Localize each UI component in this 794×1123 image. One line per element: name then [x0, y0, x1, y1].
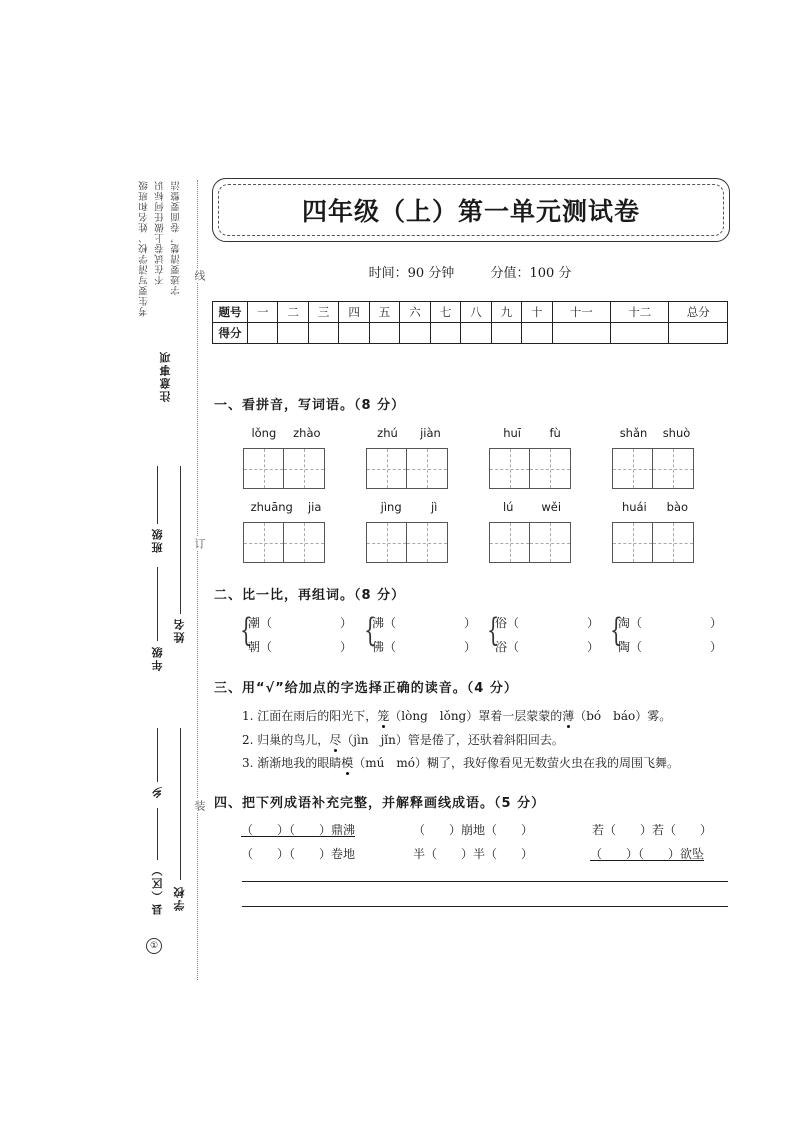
- section-2-title: 二、比一比，再组词。（8 分）: [214, 588, 406, 603]
- column-header: 四: [339, 302, 369, 323]
- pinyin-group: [612, 426, 698, 489]
- score-cell[interactable]: [278, 323, 308, 344]
- writing-cell[interactable]: [612, 448, 653, 489]
- item-text[interactable]: （mú mó）糊了，我好像看见无数萤火虫在我的周围飞舞。: [353, 756, 679, 770]
- writing-cell[interactable]: [530, 522, 571, 563]
- column-header: 九: [491, 302, 521, 323]
- pinyin-syllable: wěi: [541, 500, 562, 514]
- dotted-char: 尽: [329, 733, 342, 747]
- compare-char: 俗（: [495, 616, 520, 630]
- writing-cell[interactable]: [530, 448, 571, 489]
- pinyin-syllable: huái: [621, 500, 647, 514]
- item-text[interactable]: （bó báo）雾。: [574, 709, 672, 723]
- grade-line[interactable]: [157, 567, 158, 641]
- exam-meta: [212, 262, 728, 281]
- idiom[interactable]: 若（ ）若（ ）: [592, 823, 713, 837]
- column-header: 十二: [611, 302, 669, 323]
- name-line[interactable]: [180, 466, 181, 614]
- column-header: 一: [248, 302, 278, 323]
- grade-label: 年级: [151, 645, 164, 671]
- column-header: 十: [522, 302, 552, 323]
- writing-cell[interactable]: [489, 522, 530, 563]
- compare-close: ）: [586, 616, 599, 630]
- notice-title: 注意事项: [159, 350, 172, 402]
- compare-close: ）: [709, 640, 722, 654]
- item-text: 3. 渐渐地我的眼睛: [242, 756, 342, 770]
- writing-cell[interactable]: [243, 522, 284, 563]
- pinyin-group: [243, 500, 329, 563]
- idiom-underlined[interactable]: （ ）（ ）鼎沸: [241, 823, 356, 837]
- exam-time: 时间：90 分钟: [368, 266, 455, 281]
- compare-char: 潮（: [248, 616, 273, 630]
- title-box: [212, 178, 730, 242]
- item-text[interactable]: （lòng lǒng）罩着一层蒙蒙的: [389, 709, 563, 723]
- pronunciation-item-3: [242, 754, 679, 771]
- writing-cell[interactable]: [489, 448, 530, 489]
- pinyin-syllable: jì: [430, 500, 438, 514]
- pinyin-syllable: fù: [549, 426, 561, 440]
- cut-line: [197, 180, 198, 980]
- compare-pair: [487, 611, 602, 654]
- compare-char: 陶（: [618, 640, 643, 654]
- pinyin-group: [243, 426, 329, 489]
- section-3-title: 三、用“√”给加点的字选择正确的读音。（4 分）: [214, 681, 518, 696]
- column-header: 十一: [552, 302, 610, 323]
- score-cell[interactable]: [339, 323, 369, 344]
- pinyin-group: [366, 500, 452, 563]
- answer-line[interactable]: [242, 881, 728, 882]
- pinyin-syllable: zhú: [377, 426, 398, 440]
- dotted-char: 笼: [377, 709, 390, 723]
- column-header: 五: [369, 302, 399, 323]
- writing-cell[interactable]: [284, 448, 325, 489]
- score-table: [212, 301, 728, 344]
- cut-word-pack: 装: [193, 800, 206, 811]
- pinyin-syllable: bào: [666, 500, 689, 514]
- score-cell[interactable]: [308, 323, 338, 344]
- pinyin-syllable: zhuāng: [250, 500, 293, 514]
- writing-cell[interactable]: [407, 522, 448, 563]
- score-cell[interactable]: [400, 323, 430, 344]
- pinyin-syllable: huī: [503, 426, 521, 440]
- score-cell[interactable]: [522, 323, 552, 344]
- writing-cell[interactable]: [284, 522, 325, 563]
- column-header: 三: [308, 302, 338, 323]
- column-header: 二: [278, 302, 308, 323]
- pinyin-group: [489, 426, 575, 489]
- title-inner-frame: [218, 184, 724, 236]
- notice-line-3: 字迹要清楚，卷面要整洁: [171, 180, 182, 296]
- writing-cell[interactable]: [653, 448, 694, 489]
- pinyin-syllable: lú: [502, 500, 514, 514]
- idiom[interactable]: 半（ ）半（ ）: [413, 847, 534, 861]
- compare-pair: [240, 611, 355, 654]
- writing-cell[interactable]: [407, 448, 448, 489]
- idiom-underlined[interactable]: （ ）（ ）欲坠: [590, 847, 705, 861]
- score-cell[interactable]: [430, 323, 460, 344]
- compare-pair: [364, 611, 479, 654]
- score-cell[interactable]: [552, 323, 610, 344]
- item-text: 2. 归巢的鸟儿，: [242, 733, 330, 747]
- pinyin-syllable: zhào: [293, 426, 321, 440]
- compare-close: ）: [709, 616, 722, 630]
- pinyin-group: [612, 500, 698, 563]
- column-header-total: 总分: [669, 302, 728, 323]
- pronunciation-item-2: [242, 731, 564, 748]
- score-cell[interactable]: [248, 323, 278, 344]
- cut-word-bind: 订: [193, 538, 206, 549]
- answer-line[interactable]: [242, 906, 728, 907]
- section-1-title: 一、看拼音，写词语。（8 分）: [214, 398, 406, 413]
- school-label: 学校: [173, 885, 186, 911]
- question-number-label: 题号: [213, 302, 248, 323]
- score-cell[interactable]: [669, 323, 728, 344]
- brace-icon: {: [610, 611, 623, 649]
- score-cell[interactable]: [461, 323, 491, 344]
- score-label: 得分: [213, 323, 248, 344]
- compare-close: ）: [463, 616, 476, 630]
- brace-icon: {: [240, 611, 253, 649]
- cut-word-line: 线: [193, 270, 206, 281]
- dotted-char: 薄: [562, 709, 575, 723]
- pinyin-syllable: lǒng: [251, 426, 277, 440]
- name-label: 姓名: [173, 617, 186, 643]
- exam-score: 分值：100 分: [490, 266, 572, 281]
- item-text: 1. 江面在雨后的阳光下，: [242, 709, 378, 723]
- binding-strip: [0, 0, 210, 1123]
- pinyin-syllable: shuò: [662, 426, 691, 440]
- pinyin-group: [489, 500, 575, 563]
- column-header: 七: [430, 302, 460, 323]
- score-cell[interactable]: [369, 323, 399, 344]
- compare-char: 佛（: [372, 640, 397, 654]
- idiom[interactable]: （ ）（ ）卷地: [241, 847, 356, 861]
- pinyin-syllable: jiàn: [420, 426, 441, 440]
- school-line[interactable]: [180, 728, 181, 880]
- brace-icon: {: [487, 611, 500, 649]
- county-line[interactable]: [157, 808, 158, 860]
- compare-char: 淘（: [618, 616, 643, 630]
- page-title: 四年级（上）第一单元测试卷: [301, 197, 640, 226]
- column-header: 八: [461, 302, 491, 323]
- compare-close: ）: [463, 640, 476, 654]
- score-table-header-row: [213, 302, 728, 323]
- compare-char: 浴（: [495, 640, 520, 654]
- writing-cell[interactable]: [243, 448, 284, 489]
- township-label: 乡: [151, 785, 164, 798]
- dotted-char: 模: [341, 756, 354, 770]
- idiom[interactable]: （ ）崩地（ ）: [413, 823, 534, 837]
- pinyin-group: [366, 426, 452, 489]
- pinyin-syllable: jia: [307, 500, 322, 514]
- notice-lines: [138, 180, 186, 340]
- compare-close: ）: [339, 616, 352, 630]
- class-label: 班级: [151, 527, 164, 553]
- compare-close: ）: [339, 640, 352, 654]
- column-header: 六: [400, 302, 430, 323]
- brace-icon: {: [364, 611, 377, 649]
- score-table-score-row: [213, 323, 728, 344]
- notice-line-2: 不在试卷上做任何标识: [155, 180, 166, 285]
- writing-cell[interactable]: [612, 522, 653, 563]
- writing-cell[interactable]: [366, 448, 407, 489]
- compare-char: 沸（: [372, 616, 397, 630]
- score-cell[interactable]: [611, 323, 669, 344]
- page-number: ①: [146, 938, 162, 954]
- township-line[interactable]: [157, 728, 158, 782]
- pinyin-syllable: shǎn: [619, 426, 648, 440]
- pronunciation-item-1: [242, 707, 671, 724]
- compare-pair: [610, 611, 725, 654]
- county-label: 县（区）: [151, 863, 164, 915]
- section-4-title: 四、把下列成语补充完整，并解释画线成语。（5 分）: [214, 796, 546, 811]
- compare-char: 朝（: [248, 640, 273, 654]
- score-cell[interactable]: [491, 323, 521, 344]
- compare-close: ）: [586, 640, 599, 654]
- item-text[interactable]: （jìn jǐn）管是倦了，还驮着斜阳回去。: [341, 733, 564, 747]
- writing-cell[interactable]: [653, 522, 694, 563]
- notice-line-1: 考生要写清学校、姓名和班级: [139, 180, 150, 317]
- pinyin-syllable: jìng: [380, 500, 402, 514]
- writing-cell[interactable]: [366, 522, 407, 563]
- class-line[interactable]: [157, 466, 158, 524]
